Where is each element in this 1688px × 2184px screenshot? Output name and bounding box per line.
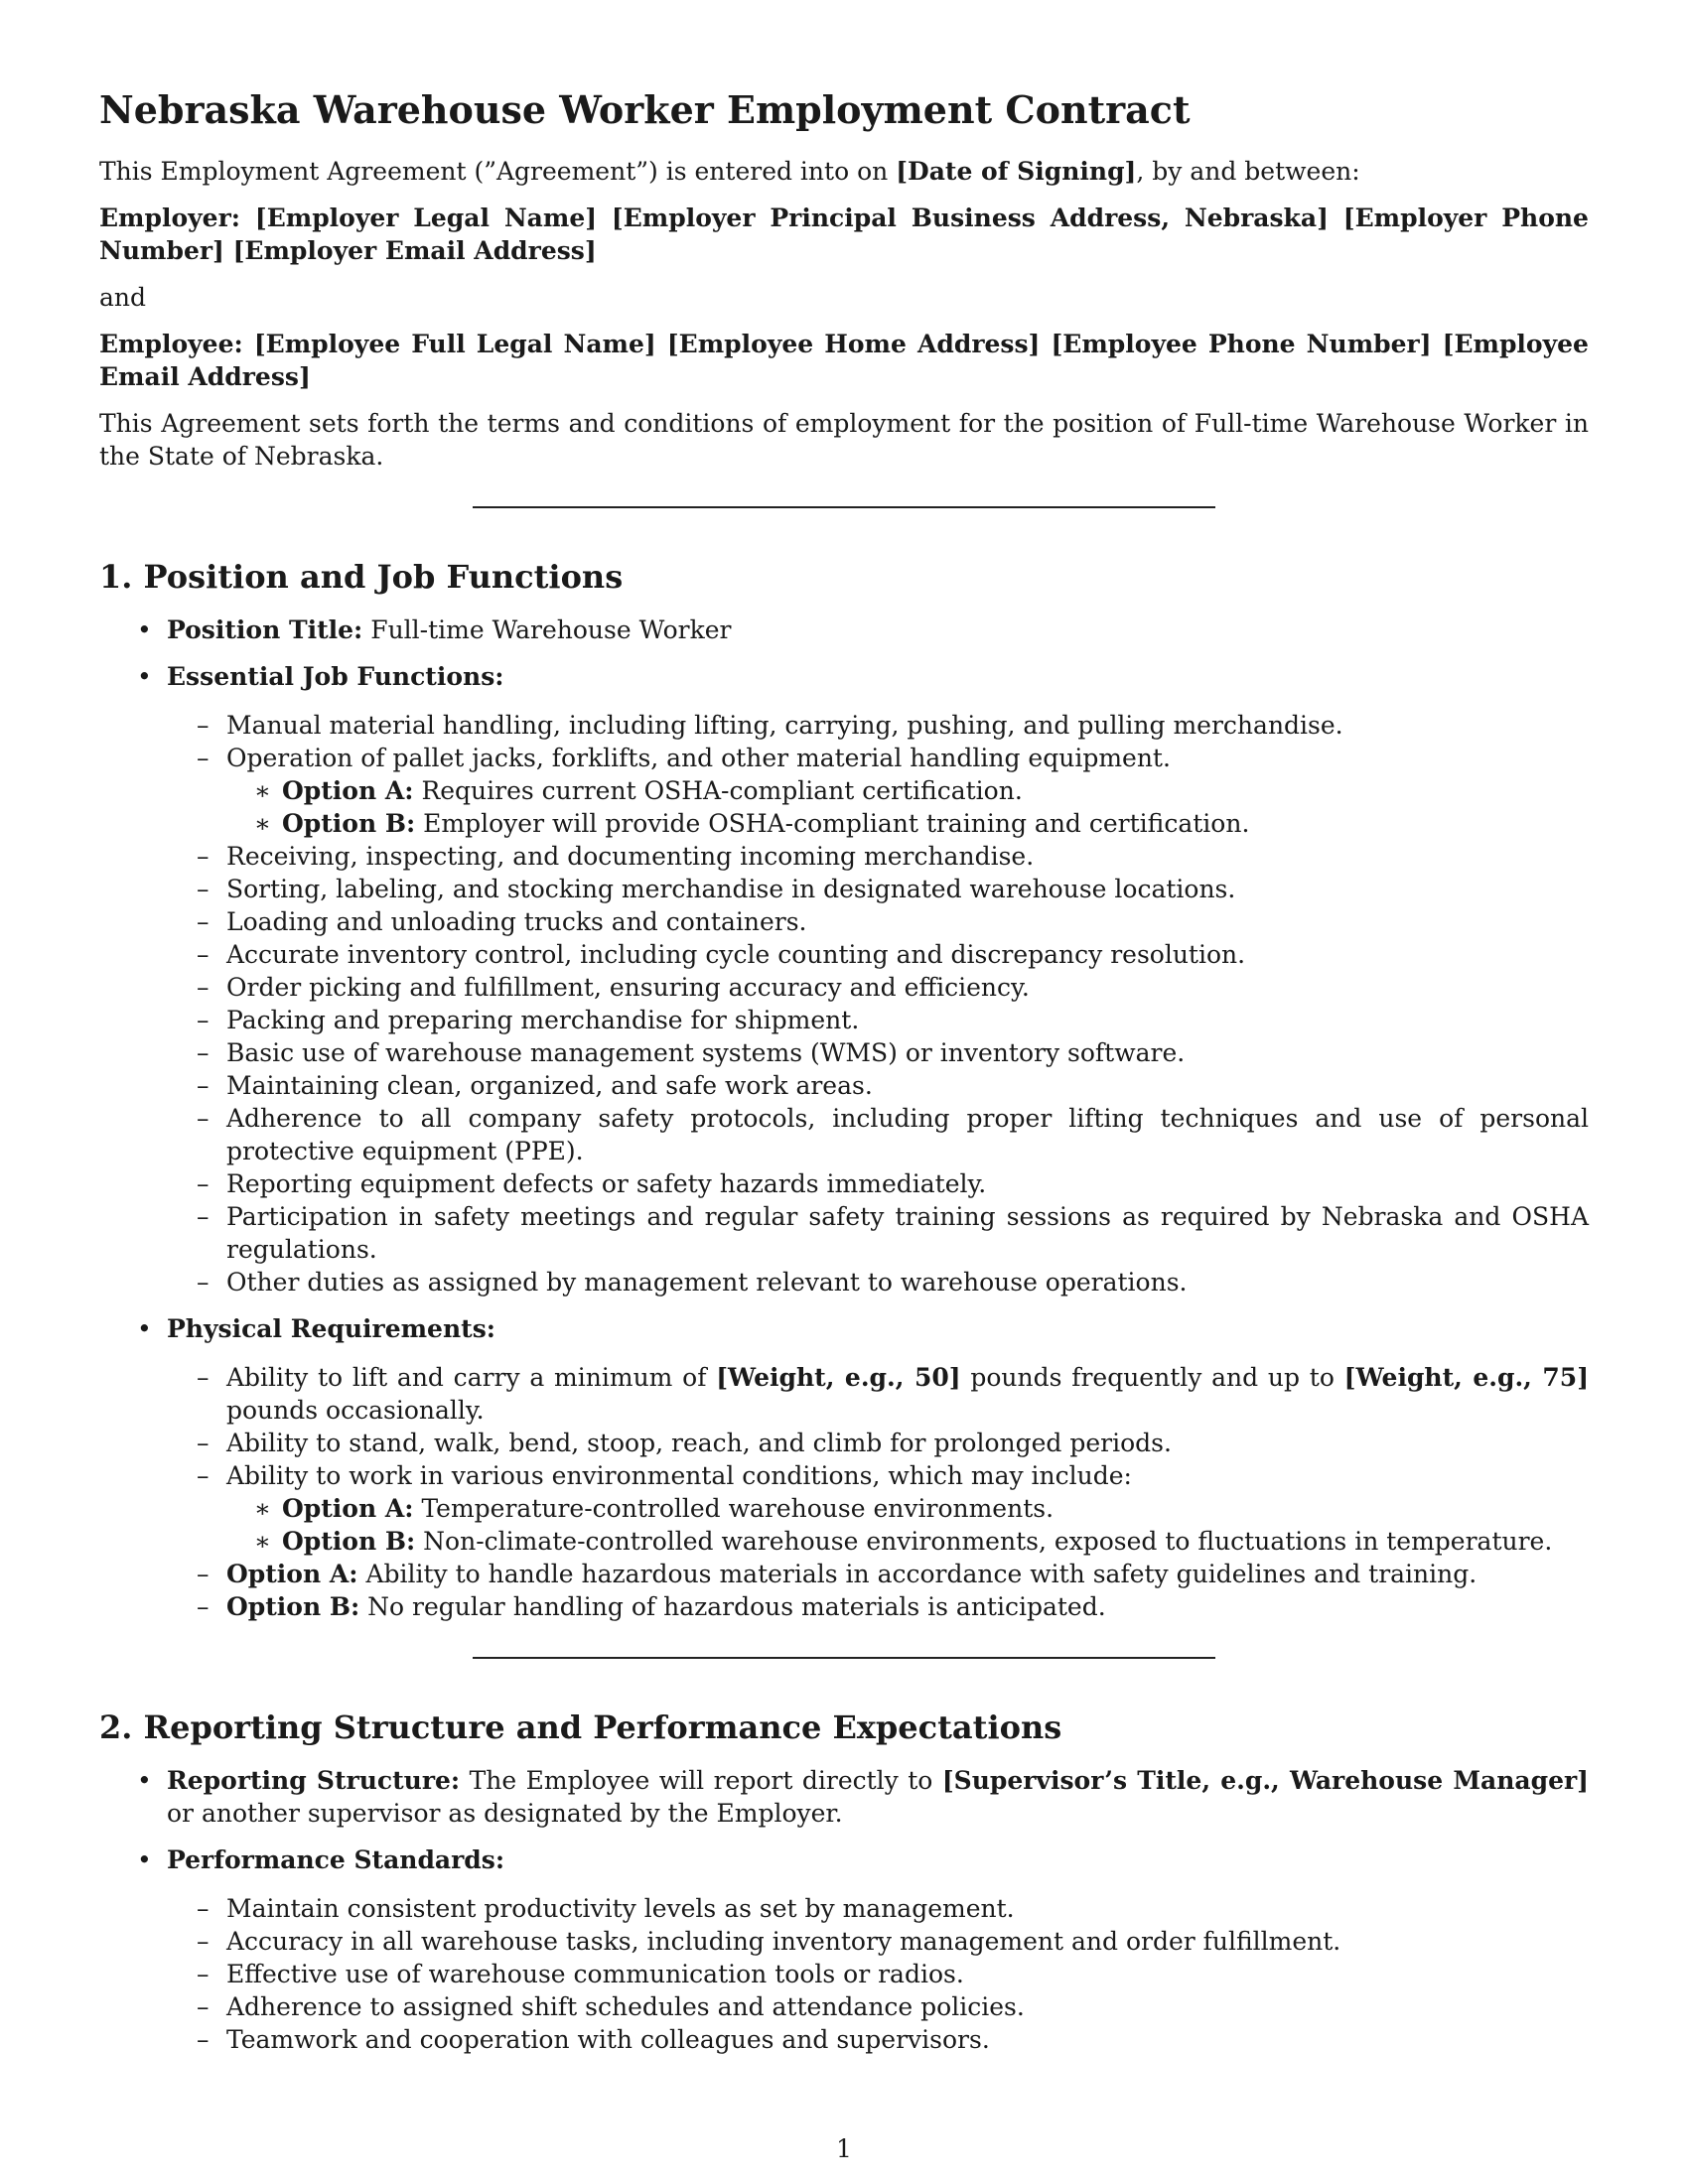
list-item: – Ability to work in various environmental conditions, which may include: ∗ Option A: Temperature-controlled warehouse environments. ∗ Option B: Non-climate-controlled warehouse environments, exposed to fluctuations in temperature.	[167, 1459, 1589, 1558]
list-item: – Sorting, labeling, and stocking merchandise in designated warehouse locations.	[167, 873, 1589, 905]
list-item: – Option B: No regular handling of hazardous materials is anticipated.	[167, 1590, 1589, 1623]
list-item: – Participation in safety meetings and regular safety training sessions as required by Nebraska and OSHA regulations.	[167, 1200, 1589, 1266]
employee-email: [Employee Email Address]	[99, 329, 1589, 391]
list-item: – Maintaining clean, organized, and safe work areas.	[167, 1069, 1589, 1102]
physical-requirements-list	[167, 1361, 1589, 1623]
performance-standards-item: • Performance Standards: – Maintain consistent productivity levels as set by management. – Accuracy in all warehouse tasks, including inventory management and order fulfillment. – Effective use of warehouse communication tools or radios. – Adherence to assigned shift schedules and attendance policies. – Teamwork and cooperation with colleagues and supervisors.	[99, 1843, 1589, 2056]
list-item: ∗ Option B: Employer will provide OSHA-compliant training and certification.	[226, 807, 1589, 840]
list-item: – Operation of pallet jacks, forklifts, and other material handling equipment. ∗ Option A: Requires current OSHA-compliant certification. ∗ Option B: Employer will provide OSHA-compliant training and certification.	[167, 742, 1589, 840]
employer-address: [Employer Principal Business Address, Nebraska]	[611, 203, 1329, 232]
list-item: – Maintain consistent productivity levels as set by management.	[167, 1892, 1589, 1925]
position-title-item: • Position Title: Full-time Warehouse Worker	[99, 614, 1589, 646]
physical-requirements-item: • Physical Requirements: – Ability to lift and carry a minimum of [Weight, e.g., 50] pounds frequently and up to [Weight, e.g., 75] pounds occasionally. – Ability to stand, walk, bend, stoop, reach, and climb for prolonged periods. – Ability to work in various environmental conditions, which may include: ∗ Option A: Temperature-controlled warehouse environments. ∗ Option B: Non-climate-controlled warehouse environments, exposed to fluctuations in temperature. – Option A: Ability to handle hazardous materials in accordance with safety guidelines and training. – Option B: No regular handling of hazardous materials is anticipated.	[99, 1312, 1589, 1623]
employer-name: [Employer Legal Name]	[254, 203, 598, 232]
section-1-list	[99, 614, 1589, 1623]
list-item: – Receiving, inspecting, and documenting incoming merchandise.	[167, 840, 1589, 873]
document-title: Nebraska Warehouse Worker Employment Contract	[99, 87, 1191, 132]
environment-options-list	[226, 1492, 1589, 1558]
employer-block: Employer: [Employer Legal Name] [Employer Principal Business Address, Nebraska] [Employer Phone Number] [Employer Email Address]	[99, 203, 1589, 265]
list-item: ∗ Option B: Non-climate-controlled warehouse environments, exposed to fluctuations in temperature.	[226, 1525, 1589, 1558]
weight-placeholder: [Weight, e.g., 75]	[1343, 1362, 1590, 1392]
list-item: – Reporting equipment defects or safety hazards immediately.	[167, 1167, 1589, 1200]
list-item: – Order picking and fulfillment, ensuring accuracy and efficiency.	[167, 971, 1589, 1004]
essential-functions-item: • Essential Job Functions: – Manual material handling, including lifting, carrying, pushing, and pulling merchandise. – Operation of pallet jacks, forklifts, and other material handling equipment. ∗ Option A: Requires current OSHA-compliant certification. ∗ Option B: Employer will provide OSHA-compliant training and certification. – Receiving, inspecting, and documenting incoming merchandise. – Sorting, labeling, and stocking merchandise in designated warehouse locations. – Loading and unloading trucks and containers. – Accurate inventory control, including cycle counting and discrepancy resolution. – Order picking and fulfillment, ensuring accuracy and efficiency. – Packing and preparing merchandise for shipment. – Basic use of warehouse management systems (WMS) or inventory software. – Maintaining clean, organized, and safe work areas. – Adherence to all company safety protocols, including proper lifting techniques and use of personal protective equipment (PPE). – Reporting equipment defects or safety hazards immediately. – Participation in safety meetings and regular safety training sessions as required by Nebraska and OSHA regulations. – Other duties as assigned by management relevant to warehouse operations.	[99, 660, 1589, 1298]
list-item: – Teamwork and cooperation with colleagues and supervisors.	[167, 2023, 1589, 2056]
list-item: – Adherence to assigned shift schedules and attendance policies.	[167, 1990, 1589, 2023]
list-item: – Other duties as assigned by management relevant to warehouse operations.	[167, 1266, 1589, 1298]
section-2-list	[99, 1764, 1589, 2056]
employee-block: Employee: [Employee Full Legal Name] [Employee Home Address] [Employee Phone Number] [Employee Email Address]	[99, 329, 1589, 391]
contract-page	[99, 87, 1589, 2070]
equipment-options-list	[226, 774, 1589, 840]
employer-phone: [Employer Phone Number]	[99, 203, 1589, 265]
performance-standards-list	[167, 1892, 1589, 2056]
list-item: – Accuracy in all warehouse tasks, including inventory management and order fulfillment.	[167, 1925, 1589, 1958]
employer-email: [Employer Email Address]	[232, 235, 597, 265]
date-placeholder: [Date of Signing]	[896, 156, 1137, 186]
employee-name: [Employee Full Legal Name]	[253, 329, 656, 358]
list-item: ∗ Option A: Requires current OSHA-compliant certification.	[226, 774, 1589, 807]
list-item: – Ability to stand, walk, bend, stoop, reach, and climb for prolonged periods.	[167, 1427, 1589, 1459]
purpose-paragraph: This Agreement sets forth the terms and conditions of employment for the position of Full-time Warehouse Worker in the State of Nebraska.	[99, 408, 1589, 471]
and-text: and	[99, 282, 147, 312]
list-item: – Loading and unloading trucks and containers.	[167, 905, 1589, 938]
list-item: – Packing and preparing merchandise for shipment.	[167, 1004, 1589, 1036]
list-item: – Basic use of warehouse management systems (WMS) or inventory software.	[167, 1036, 1589, 1069]
section-2-heading: 2. Reporting Structure and Performance Expectations	[99, 1707, 1062, 1746]
essential-functions-list	[167, 709, 1589, 1298]
employee-phone: [Employee Phone Number]	[1051, 329, 1432, 358]
supervisor-placeholder: [Supervisor’s Title, e.g., Warehouse Manager]	[941, 1766, 1589, 1796]
intro-paragraph: This Employment Agreement (”Agreement”) is entered into on [Date of Signing], by and between:	[99, 156, 1360, 186]
list-item: – Ability to lift and carry a minimum of [Weight, e.g., 50] pounds frequently and up to [Weight, e.g., 75] pounds occasionally.	[167, 1361, 1589, 1427]
weight-placeholder: [Weight, e.g., 50]	[716, 1362, 961, 1392]
list-item: – Accurate inventory control, including cycle counting and discrepancy resolution.	[167, 938, 1589, 971]
list-item: ∗ Option A: Temperature-controlled warehouse environments.	[226, 1492, 1589, 1525]
reporting-structure-item: • Reporting Structure: The Employee will report directly to [Supervisor’s Title, e.g., Warehouse Manager] or another supervisor as designated by the Employer.	[99, 1764, 1589, 1830]
section-divider	[473, 506, 1215, 508]
employee-address: [Employee Home Address]	[666, 329, 1041, 358]
list-item: – Adherence to all company safety protocols, including proper lifting techniques and use of personal protective equipment (PPE).	[167, 1102, 1589, 1167]
list-item: – Effective use of warehouse communication tools or radios.	[167, 1958, 1589, 1990]
list-item: – Option A: Ability to handle hazardous materials in accordance with safety guidelines and training.	[167, 1558, 1589, 1590]
list-item: – Manual material handling, including lifting, carrying, pushing, and pulling merchandise.	[167, 709, 1589, 742]
section-1-heading: 1. Position and Job Functions	[99, 557, 624, 596]
section-divider	[473, 1657, 1215, 1659]
page-number: 1	[836, 2134, 852, 2163]
